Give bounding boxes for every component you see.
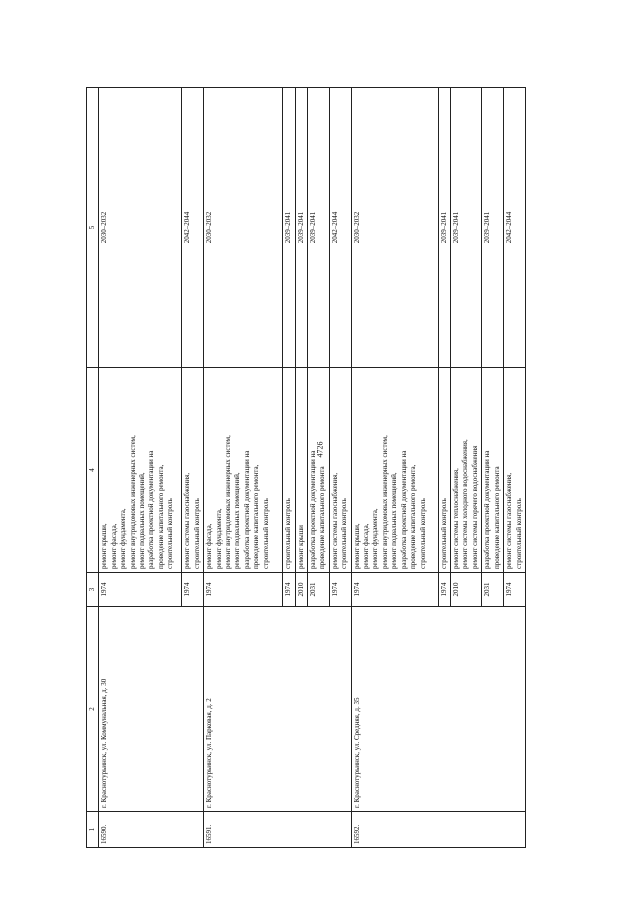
year-cell: 1974 xyxy=(438,573,450,607)
rotated-table-frame xyxy=(86,88,578,848)
period-cell: 2039–2041 xyxy=(283,88,295,368)
period-cell: 2030–2032 xyxy=(99,88,182,368)
year-cell: 1974 xyxy=(283,573,295,607)
header-cell-3: 3 xyxy=(87,573,99,607)
year-cell: 2010 xyxy=(451,573,482,607)
year-cell: 1974 xyxy=(351,573,438,607)
row-number: 16591. xyxy=(204,812,351,848)
year-cell: 1974 xyxy=(329,573,351,607)
address-cell: г. Краснотурьинск, ул. Парковая, д. 2 xyxy=(204,607,351,812)
year-cell: 1974 xyxy=(99,573,182,607)
year-cell: 1974 xyxy=(182,573,204,607)
works-cell: ремонт крыши xyxy=(295,368,307,573)
period-cell: 2039–2041 xyxy=(451,88,482,368)
works-cell: ремонт системы газоснабжения, строительный контроль xyxy=(504,368,526,573)
address-cell: г. Краснотурьинск, ул. Коммунальная, д. 30 xyxy=(99,607,204,812)
works-cell: строительный контроль xyxy=(438,368,450,573)
address-cell: г. Краснотурьинск, ул. Средняя, д. 35 xyxy=(351,607,525,812)
works-cell: ремонт системы газоснабжения, строительный контроль xyxy=(329,368,351,573)
period-cell: 2039–2041 xyxy=(438,88,450,368)
period-cell: 2042–2044 xyxy=(504,88,526,368)
header-cell-5: 5 xyxy=(87,88,99,368)
table-container xyxy=(86,88,578,848)
period-cell: 2030–2032 xyxy=(351,88,438,368)
header-cell-1: 1 xyxy=(87,812,99,848)
works-cell: разработка проектной документации на проведение капитального ремонта xyxy=(308,368,330,573)
table-row xyxy=(351,88,438,848)
period-cell: 2030–2032 xyxy=(204,88,283,368)
year-cell: 2031 xyxy=(308,573,330,607)
works-cell: разработка проектной документации на проведение капитального ремонта xyxy=(482,368,504,573)
header-cell-2: 2 xyxy=(87,607,99,812)
works-cell: ремонт фасада, ремонт фундамента, ремонт внутридомовых инженерных систем, ремонт подвальных помещений, разработка проектной документации на проведение капитального ремонта, строительный контроль xyxy=(204,368,283,573)
year-cell: 1974 xyxy=(204,573,283,607)
works-cell: ремонт крыши, ремонт фасада, ремонт фундамента, ремонт внутридомовых инженерных систем, ремонт подвальных помещений, разработка проектной документации на проведение капитального ремонта, строительный контроль xyxy=(99,368,182,573)
works-cell: ремонт системы газоснабжения, строительный контроль xyxy=(182,368,204,573)
repair-schedule-table xyxy=(86,87,526,848)
row-number: 16592. xyxy=(351,812,525,848)
year-cell: 2010 xyxy=(295,573,307,607)
year-cell: 1974 xyxy=(504,573,526,607)
works-cell: ремонт крыши, ремонт фасада, ремонт фундамента, ремонт внутридомовых инженерных систем, ремонт подвальных помещений, разработка проектной документации на проведение капитального ремонта, строительный контроль xyxy=(351,368,438,573)
period-cell: 2039–2041 xyxy=(482,88,504,368)
period-cell: 2042–2044 xyxy=(182,88,204,368)
works-cell: ремонт системы теплоснабжения, ремонт системы холодного водоснабжения, ремонт системы горячего водоснабжения xyxy=(451,368,482,573)
works-cell: строительный контроль xyxy=(283,368,295,573)
period-cell: 2039–2041 xyxy=(295,88,307,368)
header-cell-4: 4 xyxy=(87,368,99,573)
period-cell: 2039–2041 xyxy=(308,88,330,368)
table-row xyxy=(204,88,283,848)
table-row xyxy=(99,88,182,848)
year-cell: 2031 xyxy=(482,573,504,607)
header-row xyxy=(87,88,99,848)
row-number: 16590. xyxy=(99,812,204,848)
period-cell: 2042–2044 xyxy=(329,88,351,368)
page-number: 4726 xyxy=(315,441,325,458)
